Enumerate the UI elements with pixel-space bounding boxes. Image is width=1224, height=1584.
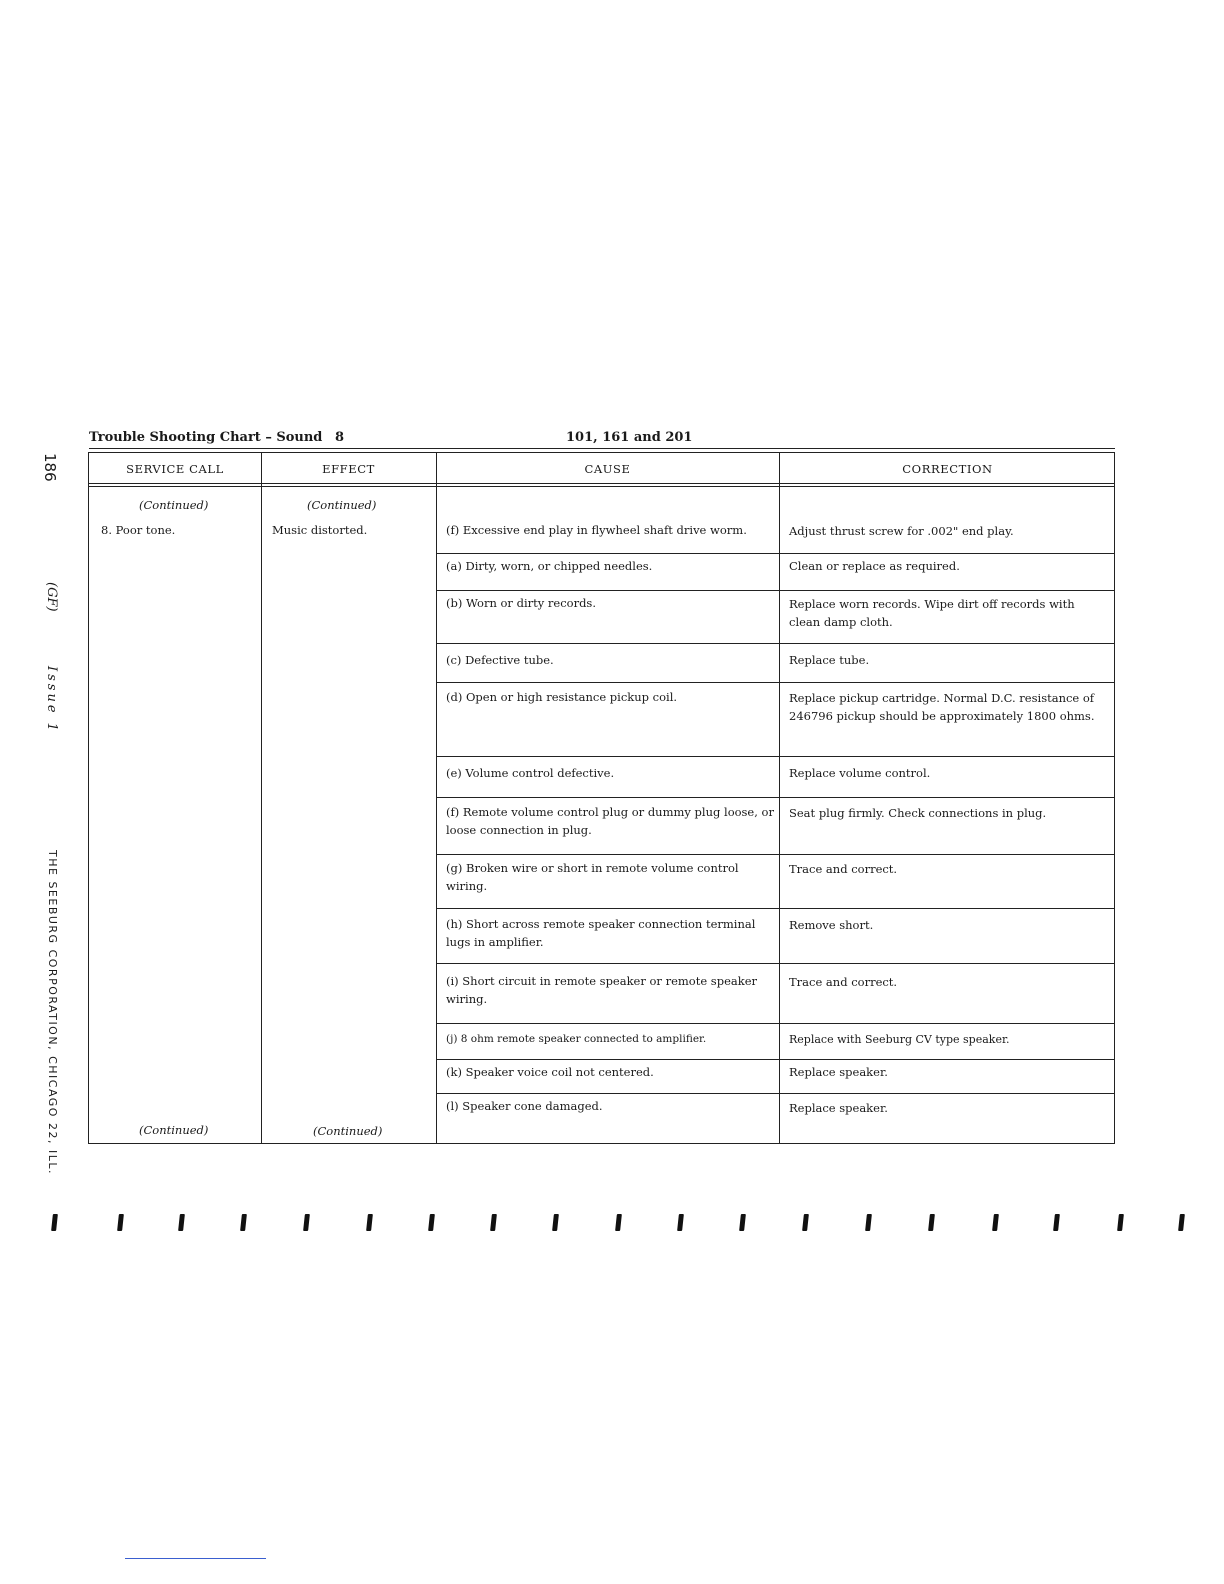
side-issue-label: Issue 1	[44, 666, 59, 734]
side-corporation: THE SEEBURG CORPORATION, CHICAGO 22, ILL.	[46, 850, 59, 1175]
correction-cell: Remove short.	[789, 918, 874, 932]
row-divider	[436, 854, 1114, 855]
punch-mark	[739, 1214, 746, 1231]
row-divider	[436, 797, 1114, 798]
cause-cell: (f) Excessive end play in flywheel shaft drive worm.	[446, 523, 747, 537]
row-divider	[436, 643, 1114, 644]
punch-mark	[1178, 1214, 1185, 1231]
correction-cell: Seat plug firmly. Check connections in plug.	[789, 806, 1047, 820]
cause-cell: (g) Broken wire or short in remote volume control wiring.	[446, 861, 739, 893]
cause-cell: (i) Short circuit in remote speaker or remote speaker wiring.	[446, 974, 757, 1006]
correction-cell: Clean or replace as required.	[789, 559, 960, 573]
correction-cell: Trace and correct.	[789, 975, 898, 989]
correction-cell: Trace and correct.	[789, 862, 898, 876]
correction-cell: Replace pickup cartridge. Normal D.C. resistance of 246796 pickup should be approximately 1800 ohms.	[789, 691, 1095, 723]
row-divider	[436, 1093, 1114, 1094]
punch-mark	[51, 1214, 58, 1231]
trouble-shooting-table	[88, 452, 1115, 1144]
column-divider	[436, 453, 437, 1143]
punch-mark	[552, 1214, 559, 1231]
correction-cell: Replace tube.	[789, 653, 870, 667]
row-divider	[436, 590, 1114, 591]
side-gf-label: (GF)	[44, 582, 59, 612]
punch-mark	[366, 1214, 373, 1231]
cause-cell: (d) Open or high resistance pickup coil.	[446, 690, 678, 704]
section-number: 8	[335, 430, 345, 445]
punch-mark	[1053, 1214, 1060, 1231]
correction-cell: Replace speaker.	[789, 1101, 888, 1115]
cause-cell: (a) Dirty, worn, or chipped needles.	[446, 559, 653, 573]
cause-cell: (k) Speaker voice coil not centered.	[446, 1065, 654, 1079]
punch-holes	[48, 1214, 1188, 1234]
row-divider	[436, 908, 1114, 909]
cause-cell: (l) Speaker cone damaged.	[446, 1099, 603, 1113]
row-divider	[436, 1059, 1114, 1060]
column-header-service-call: SERVICE CALL	[126, 462, 224, 476]
punch-mark	[802, 1214, 809, 1231]
punch-mark	[240, 1214, 247, 1231]
models-label: 101, 161 and 201	[566, 430, 693, 445]
punch-mark	[677, 1214, 684, 1231]
column-header-cause: CAUSE	[584, 462, 631, 476]
footer-rule	[125, 1558, 266, 1559]
cause-cell: (j) 8 ohm remote speaker connected to amplifier.	[446, 1033, 707, 1045]
continued-label: (Continued)	[139, 498, 209, 512]
punch-mark	[117, 1214, 124, 1231]
service-call-text: 8. Poor tone.	[101, 523, 176, 537]
punch-mark	[928, 1214, 935, 1231]
page-header	[89, 430, 1115, 448]
column-header-correction: CORRECTION	[902, 462, 993, 476]
side-page-number: 186	[41, 453, 59, 482]
continued-label: (Continued)	[139, 1123, 209, 1137]
punch-mark	[865, 1214, 872, 1231]
column-header-effect: EFFECT	[322, 462, 375, 476]
punch-mark	[178, 1214, 185, 1231]
correction-cell: Replace volume control.	[789, 766, 931, 780]
cause-cell: (c) Defective tube.	[446, 653, 554, 667]
punch-mark	[615, 1214, 622, 1231]
correction-cell: Adjust thrust screw for .002" end play.	[789, 524, 1014, 538]
row-divider	[436, 963, 1114, 964]
cause-cell: (h) Short across remote speaker connection terminal lugs in amplifier.	[446, 917, 756, 949]
continued-label: (Continued)	[313, 1124, 383, 1138]
punch-mark	[490, 1214, 497, 1231]
continued-label: (Continued)	[307, 498, 377, 512]
cause-cell: (f) Remote volume control plug or dummy plug loose, or loose connection in plug.	[446, 805, 774, 837]
column-divider	[779, 453, 780, 1143]
cause-cell: (e) Volume control defective.	[446, 766, 615, 780]
correction-cell: Replace speaker.	[789, 1065, 888, 1079]
row-divider	[436, 1023, 1114, 1024]
row-divider	[436, 756, 1114, 757]
punch-mark	[428, 1214, 435, 1231]
column-divider	[261, 453, 262, 1143]
header-rule	[89, 448, 1115, 449]
cause-cell: (b) Worn or dirty records.	[446, 596, 596, 610]
header-divider	[89, 486, 1114, 487]
correction-cell: Replace with Seeburg CV type speaker.	[789, 1033, 1010, 1046]
punch-mark	[992, 1214, 999, 1231]
chart-title: Trouble Shooting Chart – Sound	[89, 430, 323, 445]
correction-cell: Replace worn records. Wipe dirt off records with clean damp cloth.	[789, 597, 1075, 629]
punch-mark	[303, 1214, 310, 1231]
effect-text: Music distorted.	[272, 523, 368, 537]
row-divider	[436, 553, 1114, 554]
row-divider	[436, 682, 1114, 683]
punch-mark	[1117, 1214, 1124, 1231]
